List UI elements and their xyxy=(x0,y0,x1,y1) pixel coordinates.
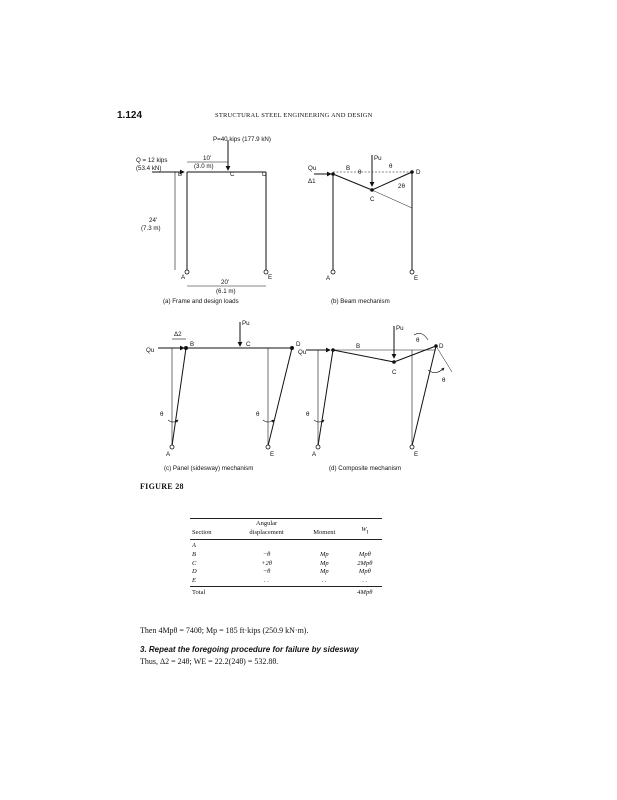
panel-c-caption: (c) Panel (sidesway) mechanism xyxy=(164,465,254,472)
panel-c-qu: Qu xyxy=(146,347,155,354)
col-wi: $W_I$ xyxy=(348,519,382,540)
panel-c-theta-1: θ xyxy=(160,411,164,418)
col-moment: Moment xyxy=(301,519,348,540)
panel-a-caption: (a) Frame and design loads xyxy=(163,298,239,305)
table-total-row: Total 4Mpθ xyxy=(190,586,382,597)
node-d-label-d: D xyxy=(439,343,444,350)
node-e-label: E xyxy=(268,274,273,281)
node-b-label-c: B xyxy=(190,341,195,348)
result-line-2: Thus, Δ2 = 24θ; WE = 22.2(24θ) = 532.8θ. xyxy=(140,657,279,666)
table-row: E . . . . . . xyxy=(192,577,368,585)
col-angular-displacement xyxy=(232,519,301,540)
panel-b-caption: (b) Beam mechanism xyxy=(331,298,390,305)
panel-d-theta-2: θ xyxy=(442,377,446,384)
running-title: STRUCTURAL STEEL ENGINEERING AND DESIGN xyxy=(215,112,373,119)
virtual-work-table xyxy=(190,518,382,598)
node-d-label-b: D xyxy=(416,169,421,176)
dim-24-ft: 24' xyxy=(149,217,158,224)
figure-label: FIGURE 28 xyxy=(140,482,184,491)
panel-b-frame xyxy=(314,155,412,271)
node-b-label: B xyxy=(178,171,183,178)
panel-c-frame xyxy=(158,322,292,446)
panel-b-pu: Pu xyxy=(374,155,382,162)
col-angular-line1: Angular xyxy=(255,520,278,527)
dim-3-m: (3.0 m) xyxy=(194,163,214,170)
node-c-label-b: C xyxy=(370,196,375,203)
result-line-1: Then 4Mpθ = 740θ; Mp = 185 ft·kips (250.9 kN·m). xyxy=(140,626,309,635)
node-b-label-b: B xyxy=(346,165,351,172)
table-row: A xyxy=(192,542,196,549)
panel-b-theta: θ xyxy=(358,169,362,176)
table-row: B −θ Mp Mpθ xyxy=(192,550,371,558)
load-q-label-2: (53.4 kN) xyxy=(136,165,162,172)
node-d-label: D xyxy=(262,171,267,178)
page-number: 1.124 xyxy=(117,110,143,121)
panel-d-frame xyxy=(306,326,452,446)
panel-b-theta-2: θ xyxy=(389,163,393,170)
dim-20-ft: 20' xyxy=(221,279,230,286)
panel-b-two-theta: 2θ xyxy=(398,183,405,190)
dim-7-3-m: (7.3 m) xyxy=(141,225,161,232)
col-angular-line2: displacement xyxy=(249,529,284,536)
node-e-label-c: E xyxy=(270,451,275,458)
node-e-label-b: E xyxy=(414,275,419,282)
node-a-label-b: A xyxy=(326,275,331,282)
table-row: D −θ Mp Mpθ xyxy=(192,568,371,576)
panel-c-delta: Δ2 xyxy=(174,331,182,338)
node-c-label: C xyxy=(230,171,235,178)
panel-c-pu: Pu xyxy=(242,320,250,327)
node-d-label-c: D xyxy=(296,341,301,348)
step-3-heading: 3. Repeat the foregoing procedure for failure by sidesway xyxy=(140,645,359,654)
node-b-label-d: B xyxy=(356,343,361,350)
panel-d-pu: Pu xyxy=(396,325,404,332)
panel-b-delta: Δ1 xyxy=(308,178,316,185)
panel-d-theta-3: θ xyxy=(306,411,310,418)
dim-6-1-m: (6.1 m) xyxy=(216,288,236,295)
load-q-label-1: Q = 12 kips xyxy=(136,157,168,164)
node-c-label-c: C xyxy=(246,341,251,348)
panel-d-theta-1: θ xyxy=(416,337,420,344)
node-c-label-d: C xyxy=(392,369,397,376)
load-p-label: P=40 kips (177.9 kN) xyxy=(213,136,271,143)
node-a-label: A xyxy=(181,274,186,281)
panel-c-theta-2: θ xyxy=(256,411,260,418)
node-a-label-d: A xyxy=(312,451,317,458)
table-row: C +2θ Mp 2Mpθ xyxy=(192,559,373,567)
panel-b-qu: Qu xyxy=(308,165,317,172)
panel-d-qu: Qu xyxy=(298,349,307,356)
dim-10-ft: 10' xyxy=(203,155,212,162)
node-e-label-d: E xyxy=(414,451,419,458)
node-a-label-c: A xyxy=(166,451,171,458)
panel-d-caption: (d) Composite mechanism xyxy=(329,465,402,472)
col-section: Section xyxy=(190,519,232,540)
